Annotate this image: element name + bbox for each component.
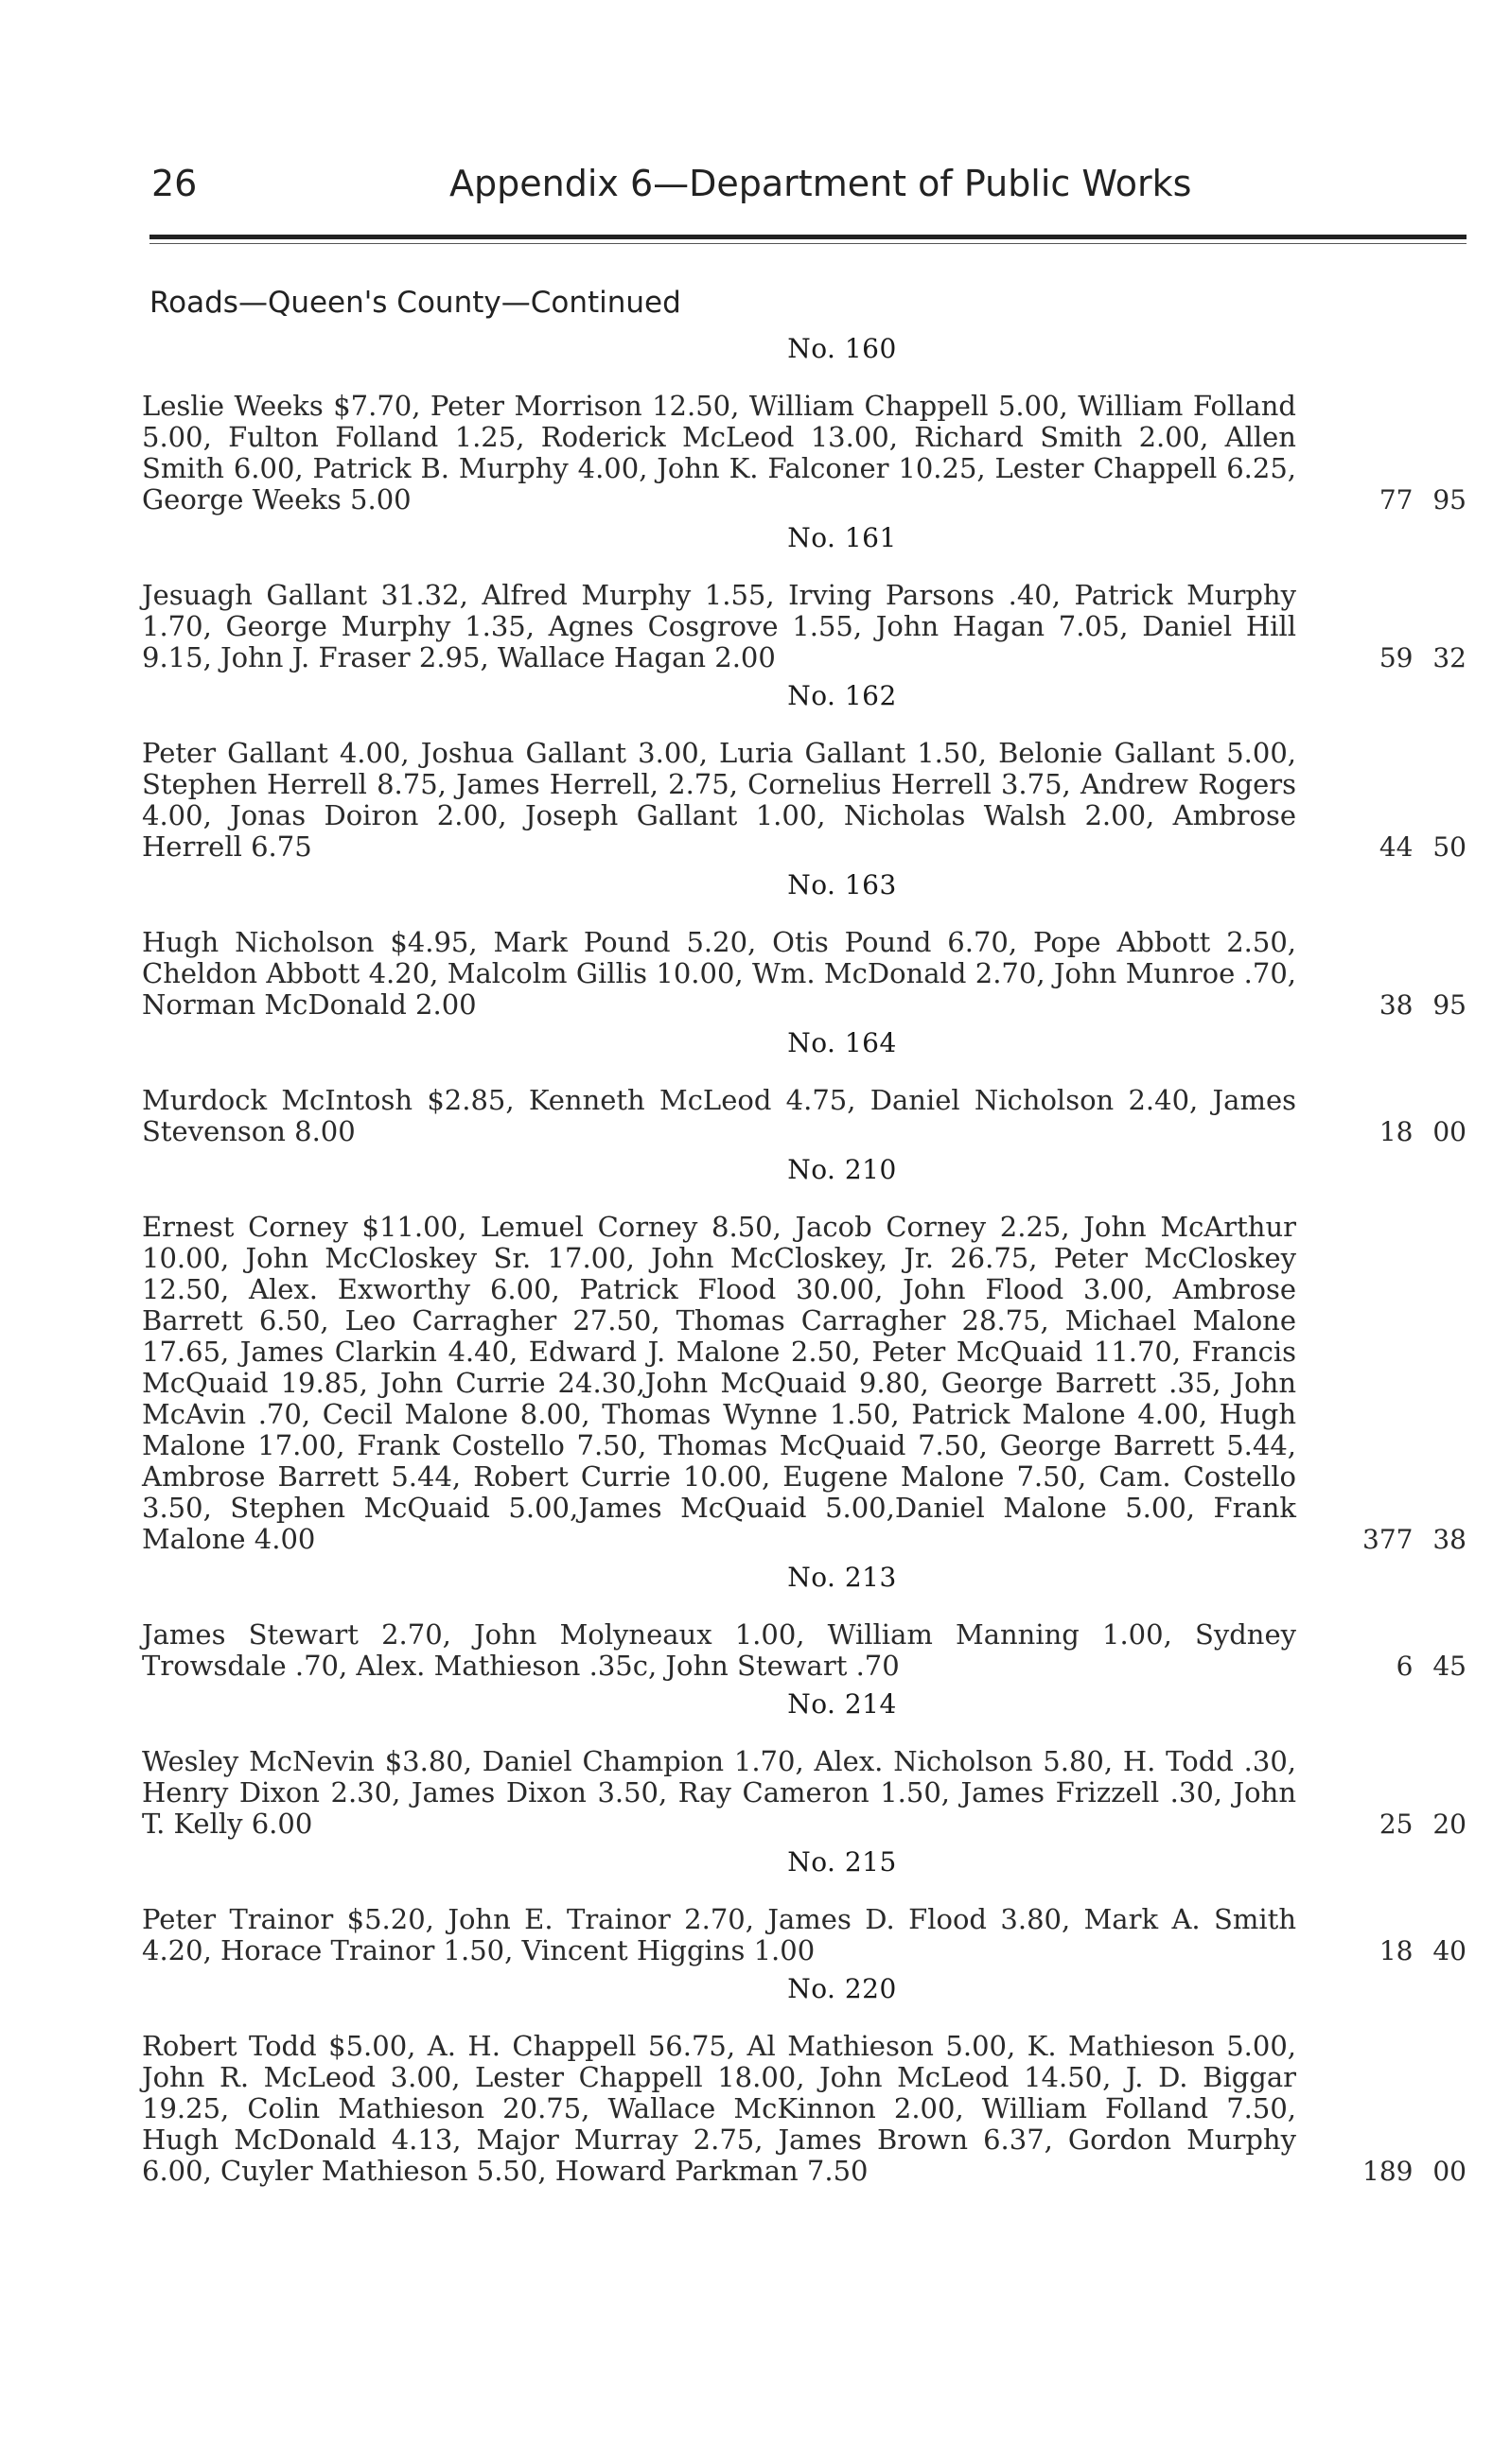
entry-number: No. 160 [787,333,897,364]
entry [142,1973,1467,2187]
entry [142,680,1467,863]
entry-amount: 18 00 [1379,1116,1467,1147]
entry-number: No. 214 [787,1688,897,1720]
entry-text: Peter Trainor $5.20, John E. Trainor 2.70, James D. Flood 3.80, Mark A. Smith 4.20, Horace Trainor 1.50, Vincent Higgins 1.00 [142,1903,1296,1966]
entry-number: No. 163 [787,869,897,900]
entry-number: No. 215 [787,1846,897,1878]
entry-amount: 77 95 [1379,484,1467,516]
entry-number: No. 164 [787,1027,897,1058]
page-title: Appendix 6—Department of Public Works [449,163,1192,204]
entry-amount: 25 20 [1379,1809,1467,1840]
entry-text: Robert Todd $5.00, A. H. Chappell 56.75, Al Mathieson 5.00, K. Mathieson 5.00, John R. McLeod 3.00, Lester Chappell 18.00, John McLeod 14.50, J. D. Biggar 19.25, Colin Mathieson 20.75, Wallace McKinnon 2.00, William Folland 7.50, Hugh McDonald 4.13, Major Murray 2.75, James Brown 6.37, Gordon Murphy 6.00, Cuyler Mathieson 5.50, Howard Parkman 7.50 [142,2030,1296,2187]
entry-amount: 59 32 [1379,642,1467,673]
entry-text: Ernest Corney $11.00, Lemuel Corney 8.50, Jacob Corney 2.25, John McArthur 10.00, John McCloskey Sr. 17.00, John McCloskey, Jr. 26.75, Peter McCloskey 12.50, Alex. Exworthy 6.00, Patrick Flood 30.00, John Flood 3.00, Ambrose Barrett 6.50, Leo Carragher 27.50, Thomas Carragher 28.75, Michael Malone 17.65, James Clarkin 4.40, Edward J. Malone 2.50, Peter McQuaid 11.70, Francis McQuaid 19.85, John Currie 24.30,John McQuaid 9.80, George Barrett .35, John McAvin .70, Cecil Malone 8.00, Thomas Wynne 1.50, Patrick Malone 4.00, Hugh Malone 17.00, Frank Costello 7.50, Thomas McQuaid 7.50, George Barrett 5.44, Ambrose Barrett 5.44, Robert Currie 10.00, Eugene Malone 7.50, Cam. Costello 3.50, Stephen McQuaid 5.00,James McQuaid 5.00,Daniel Malone 5.00, Frank Malone 4.00 [142,1211,1296,1555]
entry-amount: 18 40 [1379,1935,1467,1966]
entry-text: Murdock McIntosh $2.85, Kenneth McLeod 4.75, Daniel Nicholson 2.40, James Stevenson 8.00 [142,1084,1296,1147]
entry-amount: 44 50 [1379,831,1467,863]
entry-amount: 38 95 [1379,989,1467,1021]
entry [142,1688,1467,1840]
page-number: 26 [151,163,198,204]
entry [142,1154,1467,1555]
entry-amount: 377 38 [1362,1524,1467,1555]
entries-list [142,333,1467,2193]
entry [142,1562,1467,1682]
entry-text: James Stewart 2.70, John Molyneaux 1.00, William Manning 1.00, Sydney Trowsdale .70, Alex. Mathieson .35c, John Stewart .70 [142,1618,1296,1682]
entry-text: Peter Gallant 4.00, Joshua Gallant 3.00, Luria Gallant 1.50, Belonie Gallant 5.00, Stephen Herrell 8.75, James Herrell, 2.75, Cornelius Herrell 3.75, Andrew Rogers 4.00, Jonas Doiron 2.00, Joseph Gallant 1.00, Nicholas Walsh 2.00, Ambrose Herrell 6.75 [142,737,1296,863]
entry-number: No. 213 [787,1562,897,1593]
entry [142,522,1467,673]
entry [142,1027,1467,1147]
entry [142,333,1467,516]
entry-number: No. 220 [787,1973,897,2004]
header-rule-thin [149,243,1467,244]
header-rule [149,235,1467,239]
section-title: Roads—Queen's County—Continued [149,286,681,320]
entry-text: Hugh Nicholson $4.95, Mark Pound 5.20, Otis Pound 6.70, Pope Abbott 2.50, Cheldon Abbott 4.20, Malcolm Gillis 10.00, Wm. McDonald 2.70, John Munroe .70, Norman McDonald 2.00 [142,926,1296,1021]
entry-amount: 189 00 [1362,2156,1467,2187]
entry [142,1846,1467,1966]
entry-text: Jesuagh Gallant 31.32, Alfred Murphy 1.55, Irving Parsons .40, Patrick Murphy 1.70, George Murphy 1.35, Agnes Cosgrove 1.55, John Hagan 7.05, Daniel Hill 9.15, John J. Fraser 2.95, Wallace Hagan 2.00 [142,579,1296,673]
entry-amount: 6 45 [1396,1651,1467,1682]
entry-number: No. 161 [787,522,897,553]
entry-number: No. 210 [787,1154,897,1185]
entry [142,869,1467,1021]
entry-number: No. 162 [787,680,897,711]
entry-text: Wesley McNevin $3.80, Daniel Champion 1.70, Alex. Nicholson 5.80, H. Todd .30, Henry Dixon 2.30, James Dixon 3.50, Ray Cameron 1.50, James Frizzell .30, John T. Kelly 6.00 [142,1745,1296,1840]
entry-text: Leslie Weeks $7.70, Peter Morrison 12.50, William Chappell 5.00, William Folland 5.00, Fulton Folland 1.25, Roderick McLeod 13.00, Richard Smith 2.00, Allen Smith 6.00, Patrick B. Murphy 4.00, John K. Falconer 10.25, Lester Chappell 6.25, George Weeks 5.00 [142,390,1296,516]
